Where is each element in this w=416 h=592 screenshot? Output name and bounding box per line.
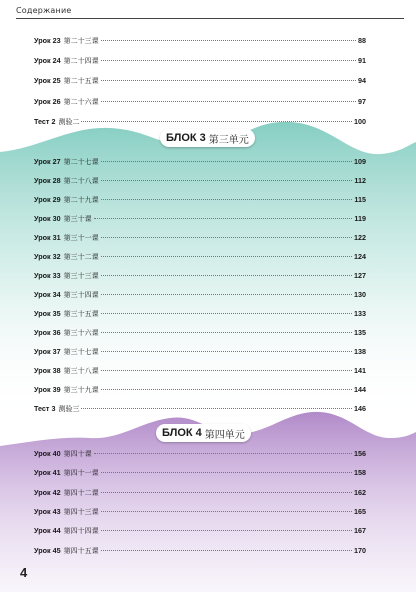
lesson-number: Урок 24 [34, 56, 61, 66]
toc-entry[interactable] [34, 233, 366, 247]
lesson-number: Урок 26 [34, 96, 61, 106]
lesson-chinese-title: 测验三 [58, 404, 80, 413]
toc-entry[interactable] [34, 271, 366, 285]
lesson-number: Урок 23 [34, 36, 61, 45]
dot-leader [101, 313, 352, 314]
lesson-chinese-title: 第三十二课 [63, 252, 99, 261]
toc-entry[interactable] [34, 404, 366, 418]
toc-entry[interactable] [34, 507, 366, 521]
lesson-chinese-title: 第三十课 [63, 214, 92, 223]
lesson-chinese-title: 第二十三课 [63, 37, 99, 45]
toc-entry[interactable] [34, 214, 366, 228]
lesson-chinese-title: 第三十九课 [63, 385, 99, 394]
lesson-chinese-title: 第三十五课 [63, 309, 99, 318]
lesson-number: Урок 36 [34, 327, 61, 337]
dot-leader [101, 80, 356, 81]
toc-entry[interactable] [34, 252, 366, 266]
lesson-number: Урок 33 [34, 270, 61, 280]
toc-entry[interactable] [34, 347, 366, 361]
toc-entry[interactable] [34, 76, 366, 90]
toc-entry[interactable] [34, 309, 366, 323]
page-ref: 97 [358, 96, 366, 106]
block-label: БЛОК 4 [162, 427, 202, 439]
lesson-number: Урок 27 [34, 157, 61, 166]
lesson-chinese-title: 第二十七课 [63, 158, 99, 166]
toc-entry[interactable] [34, 546, 366, 560]
lesson-number: Урок 31 [34, 232, 61, 242]
block-4-title [156, 424, 251, 442]
dot-leader [101, 294, 352, 295]
lesson-number: Урок 38 [34, 365, 61, 375]
lesson-chinese-title: 第三十六课 [63, 328, 99, 337]
dot-leader [101, 351, 352, 352]
lesson-chinese-title: 第二十五课 [63, 77, 99, 86]
lesson-chinese-title: 测验二 [58, 117, 80, 126]
dot-leader [101, 180, 353, 181]
page-ref: 162 [354, 487, 366, 497]
toc-entry[interactable] [34, 488, 366, 502]
dot-leader [101, 101, 356, 102]
dot-leader [101, 530, 352, 531]
dot-leader [101, 60, 356, 61]
lesson-number: Урок 37 [34, 346, 61, 356]
lesson-number: Урок 28 [34, 175, 61, 185]
page-number: 4 [20, 565, 28, 580]
toc-entry[interactable] [34, 468, 366, 482]
lesson-chinese-title: 第二十六课 [63, 97, 99, 106]
toc-entry[interactable] [34, 157, 366, 171]
lesson-chinese-title: 第三十一课 [63, 233, 99, 242]
lesson-number: Урок 29 [34, 194, 61, 204]
page-ref: 156 [354, 449, 366, 458]
page-ref: 127 [354, 270, 366, 280]
dot-leader [101, 332, 352, 333]
dot-leader [101, 275, 352, 276]
block-chinese-title: 第三单元 [208, 134, 249, 146]
toc-entry[interactable] [34, 195, 366, 209]
dot-leader [101, 492, 352, 493]
dot-leader [101, 256, 352, 257]
lesson-number: Урок 39 [34, 384, 61, 394]
lesson-chinese-title: 第四十五课 [63, 546, 99, 555]
page-ref: 144 [354, 384, 366, 394]
lesson-chinese-title: 第四十二课 [63, 488, 99, 497]
dot-leader [101, 199, 353, 200]
toc-entry[interactable] [34, 97, 366, 111]
page-ref: 124 [354, 251, 366, 261]
dot-leader [81, 408, 352, 409]
dot-leader [101, 40, 356, 41]
lesson-chinese-title: 第四十一课 [63, 469, 99, 478]
page-ref: 100 [354, 116, 366, 126]
dot-leader [101, 237, 352, 238]
lesson-number: Урок 43 [34, 506, 61, 516]
dot-leader [101, 511, 352, 512]
lesson-chinese-title: 第二十九课 [63, 195, 99, 204]
lesson-number: Урок 40 [34, 449, 61, 458]
lesson-chinese-title: 第四十三课 [63, 507, 99, 516]
lesson-number: Урок 35 [34, 308, 61, 318]
page-ref: 109 [354, 157, 366, 166]
lesson-number: Тест 3 [34, 403, 56, 413]
lesson-chinese-title: 第三十七课 [63, 347, 99, 356]
block-label: БЛОК 3 [166, 132, 206, 144]
toc-entry[interactable] [34, 176, 366, 190]
dot-leader [94, 218, 353, 219]
page-ref: 133 [354, 308, 366, 318]
lesson-number: Урок 42 [34, 487, 61, 497]
block-chinese-title: 第四单元 [204, 429, 245, 441]
page-ref: 138 [354, 346, 366, 356]
page-ref: 146 [354, 403, 366, 413]
lesson-chinese-title: 第四十课 [63, 450, 92, 458]
page-header: Содержание [16, 6, 404, 19]
lesson-chinese-title: 第三十三课 [63, 271, 99, 280]
dot-leader [101, 389, 352, 390]
toc-entry[interactable] [34, 449, 366, 463]
lesson-number: Урок 45 [34, 545, 61, 555]
dot-leader [81, 121, 352, 122]
toc-entry[interactable] [34, 36, 366, 50]
lesson-chinese-title: 第三十八课 [63, 366, 99, 375]
page-ref: 112 [354, 175, 366, 185]
lesson-number: Урок 41 [34, 468, 61, 478]
page-ref: 91 [358, 56, 366, 66]
dot-leader [94, 453, 352, 454]
dot-leader [101, 370, 352, 371]
lesson-number: Урок 25 [34, 76, 61, 86]
block-3-title [160, 129, 255, 147]
lesson-chinese-title: 第三十四课 [63, 290, 99, 299]
toc-entry[interactable] [34, 385, 366, 399]
lesson-number: Урок 34 [34, 289, 61, 299]
lesson-number: Тест 2 [34, 116, 56, 126]
page-ref: 158 [354, 468, 366, 478]
toc-entry[interactable] [34, 290, 366, 304]
dot-leader [101, 550, 352, 551]
page-ref: 165 [354, 506, 366, 516]
page-ref: 167 [354, 526, 366, 536]
toc-entry[interactable] [34, 366, 366, 380]
lesson-chinese-title: 第二十八课 [63, 176, 99, 185]
lesson-number: Урок 44 [34, 526, 61, 536]
page-ref: 130 [354, 289, 366, 299]
lesson-number: Урок 30 [34, 213, 61, 223]
page-ref: 170 [354, 545, 366, 555]
dot-leader [101, 161, 352, 162]
page-ref: 94 [358, 76, 366, 86]
page-ref: 115 [354, 194, 366, 204]
dot-leader [101, 472, 352, 473]
lesson-chinese-title: 第二十四课 [63, 57, 99, 66]
page-ref: 88 [358, 36, 366, 45]
toc-entry[interactable] [34, 56, 366, 70]
lesson-number: Урок 32 [34, 251, 61, 261]
toc-entry[interactable] [34, 328, 366, 342]
toc-entry[interactable] [34, 526, 366, 540]
page-ref: 119 [354, 213, 366, 223]
page-ref: 135 [354, 327, 366, 337]
page-ref: 141 [354, 365, 366, 375]
lesson-chinese-title: 第四十四课 [63, 527, 99, 536]
page-ref: 122 [354, 232, 366, 242]
